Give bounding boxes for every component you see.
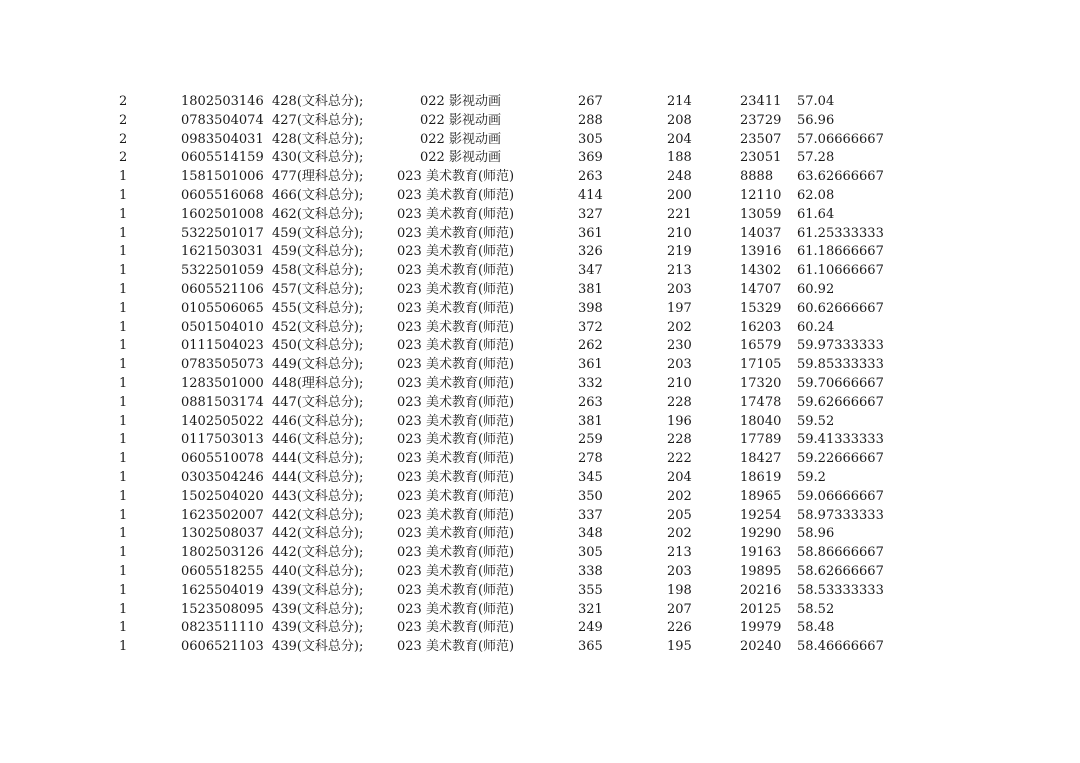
average-cell: 59.62666667 [797,394,884,410]
batch-cell: 1 [119,526,128,542]
major-cell: 023 美术教育(师范) [397,169,515,185]
rank-cell: 18427 [740,451,782,467]
rank-cell: 14707 [740,281,782,297]
average-cell: 60.24 [797,319,835,335]
major-cell: 023 美术教育(师范) [397,187,515,203]
total-score-cell: 444(文科总分); [272,469,364,485]
score-2-cell: 248 [667,169,692,185]
score-2-cell: 195 [667,639,692,655]
rank-cell: 17789 [740,432,782,448]
score-2-cell: 221 [667,206,692,222]
table-row [0,149,1080,168]
average-cell: 63.62666667 [797,169,884,185]
total-score-cell: 439(文科总分); [272,582,364,598]
total-score-cell: 458(文科总分); [272,263,364,279]
score-2-cell: 202 [667,526,692,542]
score-2-cell: 204 [667,469,692,485]
score-1-cell: 361 [578,225,603,241]
average-cell: 58.96 [797,526,835,542]
candidate-id-cell: 0606521103 [181,639,264,655]
average-cell: 60.62666667 [797,300,884,316]
total-score-cell: 446(文科总分); [272,432,364,448]
major-cell: 023 美术教育(师范) [397,244,515,260]
candidate-id-cell: 1302508037 [181,526,264,542]
batch-cell: 1 [119,206,128,222]
major-cell: 023 美术教育(师范) [397,582,515,598]
table-row [0,563,1080,582]
batch-cell: 1 [119,244,128,260]
score-table [0,93,1080,657]
rank-cell: 19254 [740,507,782,523]
candidate-id-cell: 0303504246 [181,469,264,485]
score-1-cell: 361 [578,357,603,373]
score-2-cell: 230 [667,338,692,354]
average-cell: 58.48 [797,620,835,636]
score-2-cell: 196 [667,413,692,429]
table-row [0,168,1080,187]
score-2-cell: 222 [667,451,692,467]
total-score-cell: 477(理科总分); [272,169,364,185]
batch-cell: 1 [119,639,128,655]
score-2-cell: 203 [667,563,692,579]
table-row [0,619,1080,638]
total-score-cell: 427(文科总分); [272,112,364,128]
batch-cell: 1 [119,469,128,485]
score-2-cell: 202 [667,319,692,335]
batch-cell: 2 [119,131,128,147]
average-cell: 59.52 [797,413,835,429]
major-cell: 023 美术教育(师范) [397,451,515,467]
candidate-id-cell: 0605510078 [181,451,264,467]
score-2-cell: 203 [667,357,692,373]
candidate-id-cell: 0605514159 [181,150,264,166]
total-score-cell: 442(文科总分); [272,526,364,542]
candidate-id-cell: 0105506065 [181,300,264,316]
candidate-id-cell: 1283501000 [181,375,264,391]
average-cell: 59.70666667 [797,375,884,391]
batch-cell: 1 [119,319,128,335]
average-cell: 62.08 [797,187,835,203]
rank-cell: 12110 [740,187,782,203]
average-cell: 58.97333333 [797,507,884,523]
rank-cell: 15329 [740,300,782,316]
average-cell: 59.06666667 [797,488,884,504]
table-row [0,413,1080,432]
rank-cell: 17478 [740,394,782,410]
candidate-id-cell: 1402505022 [181,413,264,429]
score-1-cell: 338 [578,563,603,579]
batch-cell: 1 [119,357,128,373]
score-2-cell: 228 [667,394,692,410]
candidate-id-cell: 0605518255 [181,563,264,579]
rank-cell: 23729 [740,112,782,128]
batch-cell: 1 [119,620,128,636]
rank-cell: 19895 [740,563,782,579]
score-1-cell: 365 [578,639,603,655]
batch-cell: 1 [119,225,128,241]
major-cell: 023 美术教育(师范) [397,620,515,636]
candidate-id-cell: 5322501059 [181,263,264,279]
major-cell: 022 影视动画 [420,150,501,166]
total-score-cell: 448(理科总分); [272,375,364,391]
score-1-cell: 345 [578,469,603,485]
total-score-cell: 430(文科总分); [272,150,364,166]
candidate-id-cell: 0605521106 [181,281,264,297]
rank-cell: 19163 [740,545,782,561]
average-cell: 58.52 [797,601,835,617]
candidate-id-cell: 1581501006 [181,169,264,185]
rank-cell: 13059 [740,206,782,222]
table-row [0,131,1080,150]
score-2-cell: 210 [667,225,692,241]
table-row [0,300,1080,319]
major-cell: 023 美术教育(师范) [397,338,515,354]
score-1-cell: 381 [578,413,603,429]
score-1-cell: 262 [578,338,603,354]
total-score-cell: 462(文科总分); [272,206,364,222]
total-score-cell: 457(文科总分); [272,281,364,297]
rank-cell: 23051 [740,150,782,166]
score-2-cell: 198 [667,582,692,598]
total-score-cell: 444(文科总分); [272,451,364,467]
batch-cell: 2 [119,150,128,166]
score-1-cell: 305 [578,131,603,147]
total-score-cell: 428(文科总分); [272,94,364,109]
table-row [0,469,1080,488]
average-cell: 58.46666667 [797,639,884,655]
score-2-cell: 197 [667,300,692,316]
score-1-cell: 259 [578,432,603,448]
table-row [0,431,1080,450]
batch-cell: 1 [119,394,128,410]
total-score-cell: 442(文科总分); [272,507,364,523]
candidate-id-cell: 1625504019 [181,582,264,598]
score-2-cell: 213 [667,263,692,279]
score-1-cell: 327 [578,206,603,222]
table-row [0,112,1080,131]
batch-cell: 1 [119,451,128,467]
score-2-cell: 208 [667,112,692,128]
table-row [0,262,1080,281]
table-row [0,638,1080,657]
major-cell: 023 美术教育(师范) [397,601,515,617]
major-cell: 023 美术教育(师范) [397,319,515,335]
major-cell: 023 美术教育(师范) [397,281,515,297]
total-score-cell: 439(文科总分); [272,639,364,655]
major-cell: 023 美术教育(师范) [397,526,515,542]
batch-cell: 1 [119,601,128,617]
candidate-id-cell: 0783504074 [181,112,264,128]
score-1-cell: 355 [578,582,603,598]
average-cell: 59.97333333 [797,338,884,354]
score-2-cell: 204 [667,131,692,147]
table-row [0,507,1080,526]
table-row [0,281,1080,300]
table-row [0,450,1080,469]
major-cell: 023 美术教育(师范) [397,357,515,373]
average-cell: 58.53333333 [797,582,884,598]
major-cell: 023 美术教育(师范) [397,225,515,241]
major-cell: 022 影视动画 [420,94,501,109]
rank-cell: 8888 [740,169,774,185]
total-score-cell: 442(文科总分); [272,545,364,561]
candidate-id-cell: 5322501017 [181,225,264,241]
score-2-cell: 207 [667,601,692,617]
total-score-cell: 459(文科总分); [272,244,364,260]
table-row [0,243,1080,262]
major-cell: 022 影视动画 [420,131,501,147]
batch-cell: 1 [119,263,128,279]
total-score-cell: 450(文科总分); [272,338,364,354]
average-cell: 61.10666667 [797,263,884,279]
table-row [0,525,1080,544]
total-score-cell: 446(文科总分); [272,413,364,429]
score-1-cell: 263 [578,169,603,185]
score-2-cell: 188 [667,150,692,166]
score-1-cell: 347 [578,263,603,279]
score-2-cell: 205 [667,507,692,523]
score-1-cell: 372 [578,319,603,335]
table-row [0,582,1080,601]
score-1-cell: 305 [578,545,603,561]
rank-cell: 17105 [740,357,782,373]
total-score-cell: 455(文科总分); [272,300,364,316]
average-cell: 56.96 [797,112,835,128]
batch-cell: 1 [119,507,128,523]
candidate-id-cell: 0117503013 [181,432,264,448]
major-cell: 023 美术教育(师范) [397,300,515,316]
total-score-cell: 443(文科总分); [272,488,364,504]
total-score-cell: 440(文科总分); [272,563,364,579]
total-score-cell: 449(文科总分); [272,357,364,373]
rank-cell: 23411 [740,94,782,109]
batch-cell: 1 [119,413,128,429]
average-cell: 59.22666667 [797,451,884,467]
table-row [0,394,1080,413]
average-cell: 59.41333333 [797,432,884,448]
average-cell: 57.06666667 [797,131,884,147]
average-cell: 57.04 [797,94,835,109]
major-cell: 023 美术教育(师范) [397,206,515,222]
rank-cell: 20240 [740,639,782,655]
score-2-cell: 210 [667,375,692,391]
major-cell: 023 美术教育(师范) [397,394,515,410]
average-cell: 58.86666667 [797,545,884,561]
batch-cell: 2 [119,112,128,128]
major-cell: 022 影视动画 [420,112,501,128]
score-1-cell: 321 [578,601,603,617]
score-1-cell: 332 [578,375,603,391]
table-row [0,225,1080,244]
average-cell: 59.2 [797,469,826,485]
score-2-cell: 203 [667,281,692,297]
batch-cell: 1 [119,169,128,185]
rank-cell: 16579 [740,338,782,354]
candidate-id-cell: 1502504020 [181,488,264,504]
rank-cell: 17320 [740,375,782,391]
table-row [0,356,1080,375]
score-1-cell: 263 [578,394,603,410]
total-score-cell: 428(文科总分); [272,131,364,147]
rank-cell: 18040 [740,413,782,429]
batch-cell: 1 [119,187,128,203]
candidate-id-cell: 0605516068 [181,187,264,203]
major-cell: 023 美术教育(师范) [397,375,515,391]
total-score-cell: 439(文科总分); [272,620,364,636]
score-1-cell: 337 [578,507,603,523]
batch-cell: 2 [119,94,128,109]
table-row [0,375,1080,394]
candidate-id-cell: 0983504031 [181,131,264,147]
score-2-cell: 214 [667,94,692,109]
table-row [0,206,1080,225]
table-row [0,337,1080,356]
score-1-cell: 369 [578,150,603,166]
candidate-id-cell: 1621503031 [181,244,264,260]
rank-cell: 18965 [740,488,782,504]
table-row [0,488,1080,507]
candidate-id-cell: 1623502007 [181,507,264,523]
score-1-cell: 249 [578,620,603,636]
batch-cell: 1 [119,375,128,391]
major-cell: 023 美术教育(师范) [397,469,515,485]
batch-cell: 1 [119,281,128,297]
score-1-cell: 350 [578,488,603,504]
major-cell: 023 美术教育(师范) [397,545,515,561]
score-1-cell: 348 [578,526,603,542]
batch-cell: 1 [119,563,128,579]
major-cell: 023 美术教育(师范) [397,507,515,523]
rank-cell: 19290 [740,526,782,542]
total-score-cell: 439(文科总分); [272,601,364,617]
batch-cell: 1 [119,488,128,504]
score-1-cell: 414 [578,187,603,203]
candidate-id-cell: 0881503174 [181,394,264,410]
rank-cell: 18619 [740,469,782,485]
candidate-id-cell: 1602501008 [181,206,264,222]
average-cell: 57.28 [797,150,835,166]
rank-cell: 19979 [740,620,782,636]
batch-cell: 1 [119,300,128,316]
candidate-id-cell: 0501504010 [181,319,264,335]
score-1-cell: 267 [578,94,603,109]
total-score-cell: 459(文科总分); [272,225,364,241]
major-cell: 023 美术教育(师范) [397,432,515,448]
candidate-id-cell: 1802503126 [181,545,264,561]
total-score-cell: 447(文科总分); [272,394,364,410]
table-row [0,601,1080,620]
batch-cell: 1 [119,582,128,598]
table-row [0,319,1080,338]
candidate-id-cell: 1802503146 [181,94,264,109]
score-2-cell: 228 [667,432,692,448]
major-cell: 023 美术教育(师范) [397,413,515,429]
score-2-cell: 200 [667,187,692,203]
candidate-id-cell: 0111504023 [181,338,264,354]
batch-cell: 1 [119,432,128,448]
major-cell: 023 美术教育(师范) [397,263,515,279]
average-cell: 59.85333333 [797,357,884,373]
score-1-cell: 278 [578,451,603,467]
score-1-cell: 288 [578,112,603,128]
rank-cell: 14037 [740,225,782,241]
score-2-cell: 226 [667,620,692,636]
batch-cell: 1 [119,545,128,561]
major-cell: 023 美术教育(师范) [397,563,515,579]
score-1-cell: 381 [578,281,603,297]
average-cell: 61.25333333 [797,225,884,241]
total-score-cell: 466(文科总分); [272,187,364,203]
major-cell: 023 美术教育(师范) [397,639,515,655]
total-score-cell: 452(文科总分); [272,319,364,335]
average-cell: 60.92 [797,281,835,297]
table-row [0,93,1080,112]
average-cell: 61.64 [797,206,835,222]
rank-cell: 14302 [740,263,782,279]
batch-cell: 1 [119,338,128,354]
candidate-id-cell: 1523508095 [181,601,264,617]
table-row [0,544,1080,563]
score-1-cell: 398 [578,300,603,316]
table-row [0,187,1080,206]
score-1-cell: 326 [578,244,603,260]
rank-cell: 20216 [740,582,782,598]
score-2-cell: 213 [667,545,692,561]
rank-cell: 20125 [740,601,782,617]
rank-cell: 13916 [740,244,782,260]
candidate-id-cell: 0823511110 [181,620,264,636]
score-2-cell: 202 [667,488,692,504]
rank-cell: 23507 [740,131,782,147]
major-cell: 023 美术教育(师范) [397,488,515,504]
rank-cell: 16203 [740,319,782,335]
candidate-id-cell: 0783505073 [181,357,264,373]
average-cell: 58.62666667 [797,563,884,579]
score-2-cell: 219 [667,244,692,260]
average-cell: 61.18666667 [797,244,884,260]
